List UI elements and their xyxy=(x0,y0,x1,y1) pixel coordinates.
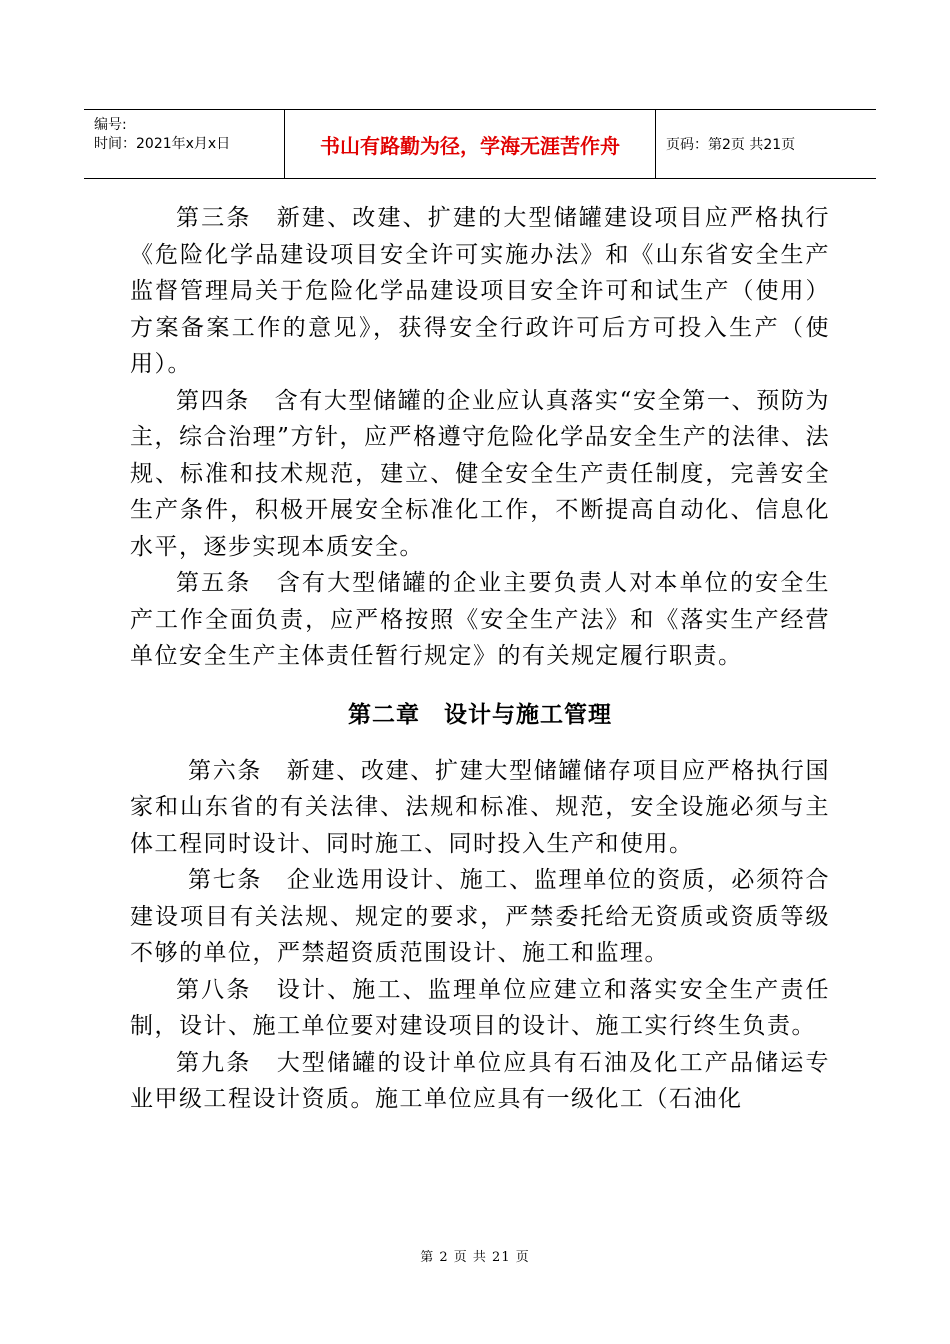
header-page-info: 页码：第2页 共21页 xyxy=(666,137,796,153)
article-7: 第七条 企业选用设计、施工、监理单位的资质，必须符合建设项目有关法规、规定的要求，严禁委托给无资质或资质等级不够的单位，严禁超资质范围设计、施工和监理。 xyxy=(130,867,830,966)
header-meta xyxy=(84,110,284,178)
article-5: 第五条 含有大型储罐的企业主要负责人对本单位的安全生产工作全面负责，应严格按照《安全生产法》和《落实生产经营单位安全生产主体责任暂行规定》的有关规定履行职责。 xyxy=(130,570,830,669)
article-8: 第八条 设计、施工、监理单位应建立和落实安全生产责任制，设计、施工单位要对建设项目的设计、施工实行终生负责。 xyxy=(130,976,830,1039)
header-motto: 书山有路勤为径，学海无涯苦作舟 xyxy=(284,110,656,178)
document-header xyxy=(84,109,876,179)
chapter-title: 第二章 设计与施工管理 xyxy=(348,701,612,728)
document-date: 时间：2021年x月x日 xyxy=(94,136,231,152)
document-body xyxy=(130,200,830,1118)
article-3: 第三条 新建、改建、扩建的大型储罐建设项目应严格执行《危险化学品建设项目安全许可实施办法》和《山东省安全生产监督管理局关于危险化学品建设项目安全许可和试生产（使用）方案备案工作的意见》，获得安全行政许可后方可投入生产（使用）。 xyxy=(130,205,830,377)
article-4: 第四条 含有大型储罐的企业应认真落实“安全第一、预防为主，综合治理”方针，应严格遵守危险化学品安全生产的法律、法规、标准和技术规范，建立、健全安全生产责任制度，完善安全生产条件，积极开展安全标准化工作，不断提高自动化、信息化水平，逐步实现本质安全。 xyxy=(130,387,830,560)
article-9: 第九条 大型储罐的设计单位应具有石油及化工产品储运专业甲级工程设计资质。施工单位应具有一级化工（石油化 xyxy=(130,1049,830,1112)
document-number-label: 编号: xyxy=(94,117,127,133)
article-6: 第六条 新建、改建、扩建大型储罐储存项目应严格执行国家和山东省的有关法律、法规和标准、规范，安全设施必须与主体工程同时设计、同时施工、同时投入生产和使用。 xyxy=(130,757,830,857)
page-footer: 第 2 页 共 21 页 xyxy=(420,1250,530,1265)
